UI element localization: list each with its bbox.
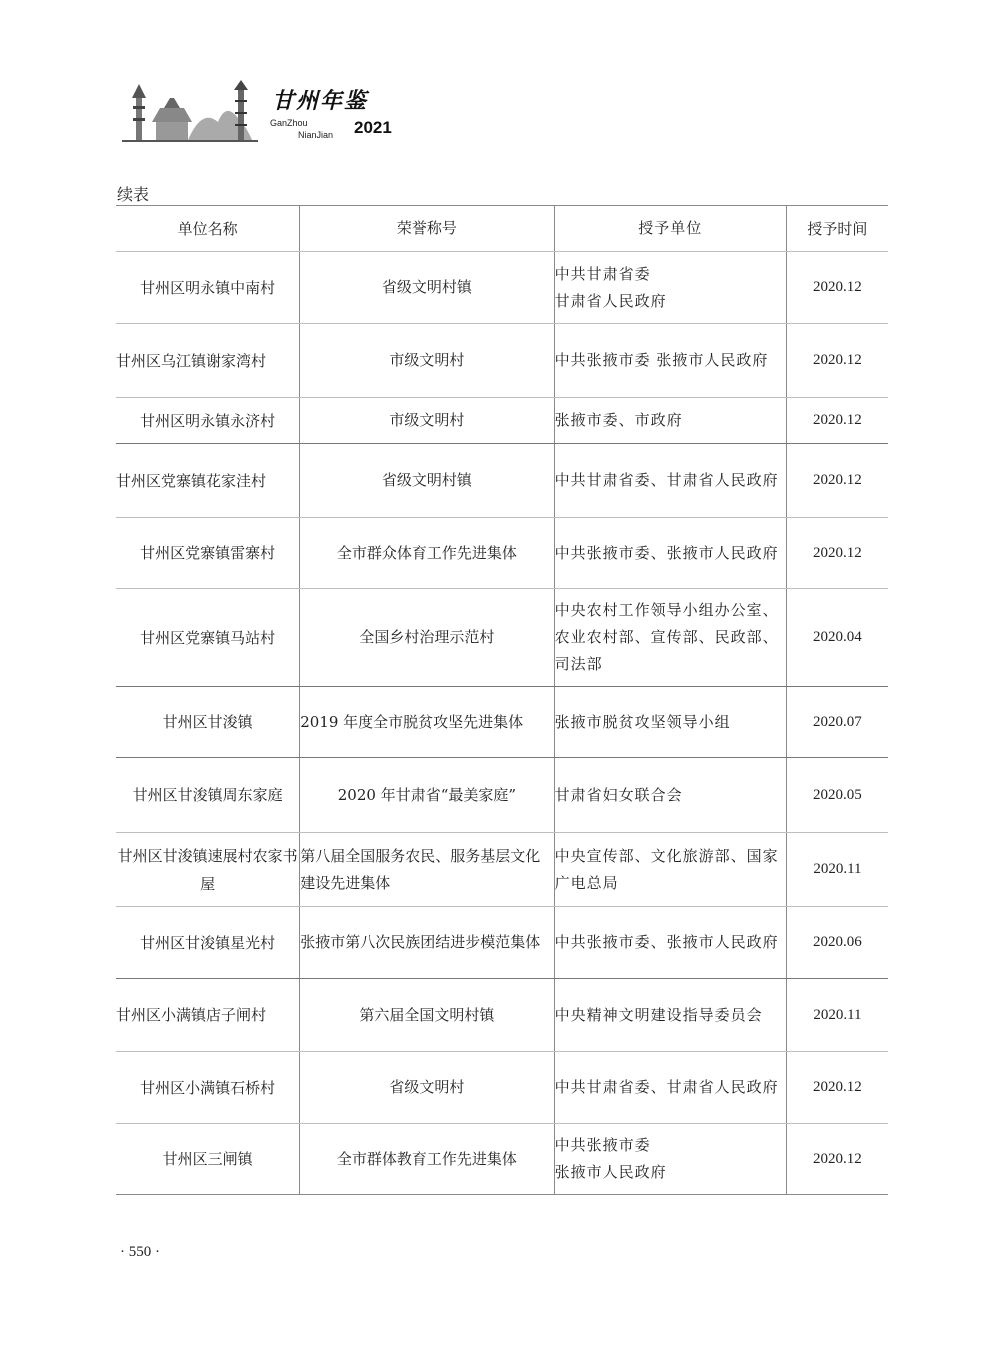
cell-unit: 甘州区乌江镇谢家湾村 [116, 324, 300, 398]
cell-unit: 甘州区甘浚镇 [116, 687, 300, 758]
cell-grantor: 中央宣传部、文化旅游部、国家广电总局 [554, 833, 786, 907]
cell-date: 2020.12 [786, 518, 888, 589]
cell-unit: 甘州区明永镇永济村 [116, 398, 300, 444]
cell-date: 2020.05 [786, 758, 888, 833]
cell-date: 2020.12 [786, 398, 888, 444]
cell-grantor: 中共张掖市委 张掖市人民政府 [554, 1124, 786, 1195]
gallery-landmark-icon [122, 78, 262, 144]
logo-subtitle-ganzhou: GanZhou [270, 118, 308, 128]
table-row [116, 252, 888, 324]
table-row [116, 687, 888, 758]
cell-grantor: 张掖市脱贫攻坚领导小组 [554, 687, 786, 758]
cell-grantor: 中共甘肃省委 甘肃省人民政府 [554, 252, 786, 324]
cell-honor: 2020 年甘肃省“最美家庭” [300, 758, 554, 833]
cell-date: 2020.12 [786, 252, 888, 324]
cell-date: 2020.11 [786, 979, 888, 1052]
page-number: · 550 · [120, 1244, 160, 1260]
column-header-honor: 荣誉称号 [300, 206, 554, 252]
table-row [116, 1124, 888, 1195]
table-row [116, 907, 888, 979]
cell-date: 2020.12 [786, 444, 888, 518]
cell-grantor: 中央精神文明建设指导委员会 [554, 979, 786, 1052]
cell-honor: 市级文明村 [300, 398, 554, 444]
table-header-row [116, 206, 888, 252]
cell-date: 2020.04 [786, 589, 888, 687]
cell-date: 2020.06 [786, 907, 888, 979]
cell-honor: 全市群体教育工作先进集体 [300, 1124, 554, 1195]
table-caption: 续表 [117, 185, 150, 204]
column-header-unit: 单位名称 [116, 206, 300, 252]
cell-honor: 省级文明村镇 [300, 252, 554, 324]
cell-date: 2020.12 [786, 1052, 888, 1124]
table-row [116, 589, 888, 687]
cell-honor: 张掖市第八次民族团结进步模范集体 [300, 907, 554, 979]
cell-unit: 甘州区党寨镇花家洼村 [116, 444, 300, 518]
table-row [116, 324, 888, 398]
cell-honor: 全市群众体育工作先进集体 [300, 518, 554, 589]
cell-honor: 省级文明村镇 [300, 444, 554, 518]
cell-grantor: 中共张掖市委、张掖市人民政府 [554, 518, 786, 589]
cell-honor: 全国乡村治理示范村 [300, 589, 554, 687]
page-header [122, 78, 422, 144]
logo-title: 甘州年鉴 [272, 88, 369, 114]
cell-grantor: 中共甘肃省委、甘肃省人民政府 [554, 444, 786, 518]
cell-honor: 市级文明村 [300, 324, 554, 398]
logo-subtitle-nianjian: NianJian [298, 130, 334, 140]
cell-honor: 第六届全国文明村镇 [300, 979, 554, 1052]
cell-date: 2020.11 [786, 833, 888, 907]
cell-unit: 甘州区小满镇石桥村 [116, 1052, 300, 1124]
table-row [116, 979, 888, 1052]
cell-grantor: 张掖市委、市政府 [554, 398, 786, 444]
logo-year: 2021 [354, 118, 392, 137]
cell-grantor: 中共张掖市委、张掖市人民政府 [554, 907, 786, 979]
cell-honor: 省级文明村 [300, 1052, 554, 1124]
cell-unit: 甘州区甘浚镇星光村 [116, 907, 300, 979]
honors-table [116, 205, 888, 1195]
table-row [116, 758, 888, 833]
cell-unit: 甘州区明永镇中南村 [116, 252, 300, 324]
table-row [116, 444, 888, 518]
cell-grantor: 中央农村工作领导小组办公室、农业农村部、宣传部、民政部、司法部 [554, 589, 786, 687]
table-row [116, 1052, 888, 1124]
cell-unit: 甘州区三闸镇 [116, 1124, 300, 1195]
table-row [116, 833, 888, 907]
cell-grantor: 甘肃省妇女联合会 [554, 758, 786, 833]
cell-unit: 甘州区党寨镇雷寨村 [116, 518, 300, 589]
column-header-date: 授予时间 [786, 206, 888, 252]
cell-grantor: 中共张掖市委 张掖市人民政府 [554, 324, 786, 398]
cell-unit: 甘州区甘浚镇周东家庭 [116, 758, 300, 833]
column-header-grantor: 授予单位 [554, 206, 786, 252]
cell-date: 2020.12 [786, 324, 888, 398]
cell-date: 2020.07 [786, 687, 888, 758]
cell-date: 2020.12 [786, 1124, 888, 1195]
cell-unit: 甘州区甘浚镇速展村农家书屋 [116, 833, 300, 907]
cell-unit: 甘州区小满镇店子闸村 [116, 979, 300, 1052]
table-row [116, 398, 888, 444]
cell-unit: 甘州区党寨镇马站村 [116, 589, 300, 687]
cell-honor: 第八届全国服务农民、服务基层文化建设先进集体 [300, 833, 554, 907]
table-row [116, 518, 888, 589]
cell-honor: 2019 年度全市脱贫攻坚先进集体 [300, 687, 554, 758]
cell-grantor: 中共甘肃省委、甘肃省人民政府 [554, 1052, 786, 1124]
